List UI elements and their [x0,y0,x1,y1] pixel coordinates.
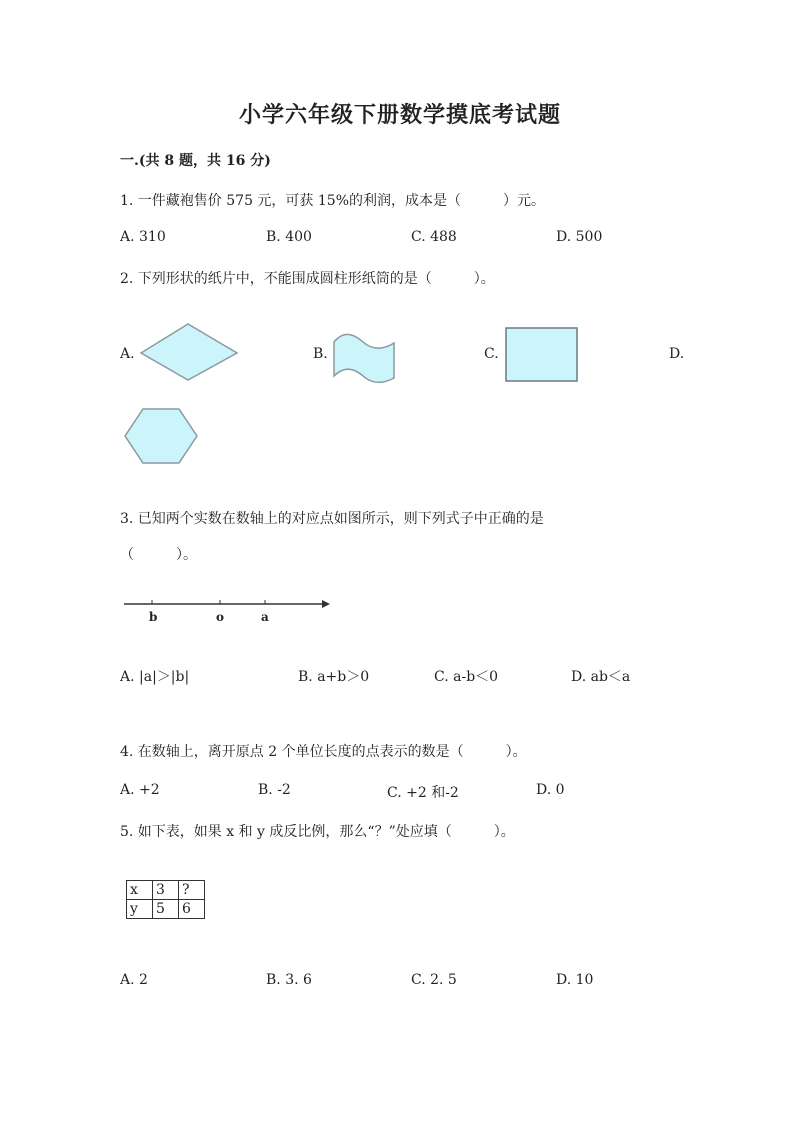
q3-option-b[interactable]: B. a+b＞0 [298,669,370,685]
page-title: 小学六年级下册数学摸底考试题 [238,102,561,128]
q4-option-c[interactable]: C. +2 和-2 [387,785,459,801]
q5-option-c[interactable]: C. 2. 5 [411,972,457,988]
q5-option-b[interactable]: B. 3. 6 [266,972,312,988]
table-row [127,881,205,900]
q4-option-a[interactable]: A. +2 [120,782,160,798]
q3-option-c[interactable]: C. a-b＜0 [434,669,499,685]
section-heading: 一.(共 8 题，共 16 分) [120,153,271,169]
q1-option-c[interactable]: C. 488 [411,229,457,245]
q3-option-d[interactable]: D. ab＜a [571,669,631,685]
table-cell: x [127,881,153,900]
question-4-stem: 4. 在数轴上，离开原点 2 个单位长度的点表示的数是（ ）。 [120,744,527,760]
q1-option-a[interactable]: A. 310 [120,229,166,245]
table-cell: y [127,900,153,919]
question-1-stem: 1. 一件藏袍售价 575 元，可获 15%的利润，成本是（ ）元。 [120,193,545,209]
q2-option-d[interactable]: D. [669,346,685,362]
q1-option-d[interactable]: D. 500 [556,229,603,245]
table-row [127,900,205,919]
table-cell: ? [179,881,205,900]
q5-option-d[interactable]: D. 10 [556,972,594,988]
axis-label-o: o [216,610,225,624]
q4-option-d[interactable]: D. 0 [536,782,565,798]
axis-label-b: b [149,610,158,624]
question-3-stem: 3. 已知两个实数在数轴上的对应点如图所示，则下列式子中正确的是 [120,511,544,527]
question-5-stem: 5. 如下表，如果 x 和 y 成反比例，那么“？”处应填（ ）。 [120,824,515,840]
table-cell: 6 [179,900,205,919]
question-3-stem-cont: （ ）。 [120,547,197,563]
q4-option-b[interactable]: B. -2 [258,782,291,798]
q2-option-b[interactable]: B. [313,346,328,362]
q1-option-b[interactable]: B. 400 [266,229,312,245]
q2-option-a[interactable]: A. [120,346,135,362]
table-cell: 3 [153,881,179,900]
q2-option-c[interactable]: C. [484,346,499,362]
xy-table [126,880,205,919]
q3-option-a[interactable]: A. |a|＞|b| [120,669,190,685]
table-cell: 5 [153,900,179,919]
question-2-stem: 2. 下列形状的纸片中，不能围成圆柱形纸筒的是（ ）。 [120,271,495,287]
q5-option-a[interactable]: A. 2 [120,972,148,988]
axis-label-a: a [261,610,269,624]
